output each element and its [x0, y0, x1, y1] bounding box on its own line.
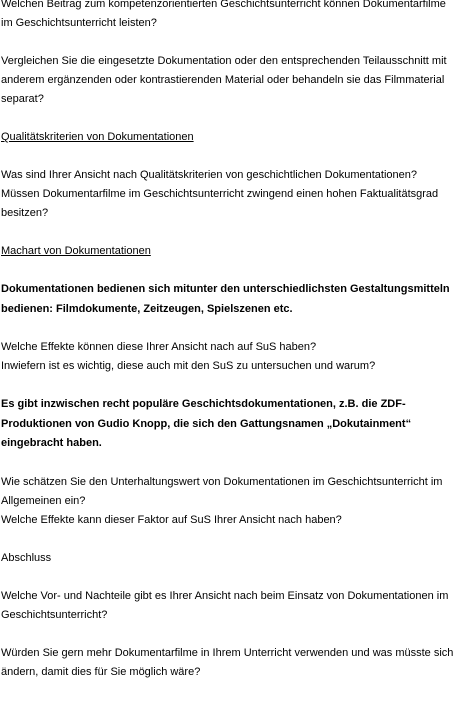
text-line: bedienen: Filmdokumente, Zeitzeugen, Spielszenen etc. — [1, 302, 293, 315]
section-label: Abschluss — [1, 551, 52, 564]
text-line: Wie schätzen Sie den Unterhaltungswert von Dokumentationen im Geschichtsunterricht im — [1, 475, 443, 488]
text-line: Vergleichen Sie die eingesetzte Dokumentation oder den entsprechenden Teilausschnitt mit — [1, 55, 447, 67]
text-line: besitzen? — [1, 207, 49, 219]
heading-abschluss — [1, 549, 451, 568]
instruction-vergleichen — [1, 52, 451, 109]
question-vor-nachteile — [1, 587, 451, 625]
section-heading: Machart von Dokumentationen — [1, 245, 151, 257]
statement-gestaltungsmittel — [1, 280, 451, 319]
heading-qualitaetskriterien — [1, 128, 451, 147]
text-line: Welchen Beitrag zum kompetenzorientierten Geschichtsunterricht können Dokumentarfilme — [1, 0, 446, 10]
heading-machart — [1, 242, 451, 261]
text-line: eingebracht haben. — [1, 437, 102, 449]
text-line: ändern, damit dies für Sie möglich wäre? — [1, 665, 201, 678]
text-line: Produktionen von Gudio Knopp, die sich den Gattungsnamen „Dokutainment“ — [1, 417, 412, 430]
question-beitrag — [1, 0, 451, 33]
text-line: separat? — [1, 93, 44, 105]
text-line: Dokumentationen bedienen sich mitunter den unterschiedlichsten Gestaltungsmitteln — [1, 283, 450, 295]
text-line: Inwiefern ist es wichtig, diese auch mit den SuS zu untersuchen und warum? — [1, 360, 376, 372]
statement-dokutainment — [1, 395, 451, 454]
text-line: Müssen Dokumentarfilme im Geschichtsunterricht zwingend einen hohen Faktualitätsgrad — [1, 188, 439, 200]
question-effekte — [1, 338, 451, 376]
question-unterhaltungswert — [1, 473, 451, 530]
text-line: Allgemeinen ein? — [1, 494, 86, 507]
text-line: Geschichtsunterricht? — [1, 608, 108, 621]
section-heading: Qualitätskriterien von Dokumentationen — [1, 131, 194, 143]
text-line: Welche Vor- und Nachteile gibt es Ihrer Ansicht nach beim Einsatz von Dokumentationen im — [1, 589, 449, 602]
question-qualitaet — [1, 166, 451, 223]
text-line: Es gibt inzwischen recht populäre Geschichtsdokumentationen, z.B. die ZDF- — [1, 398, 406, 410]
text-line: Was sind Ihrer Ansicht nach Qualitätskriterien von geschichtlichen Dokumentationen? — [1, 169, 417, 181]
text-line: Welche Effekte können diese Ihrer Ansicht nach auf SuS haben? — [1, 341, 317, 353]
text-line: im Geschichtsunterricht leisten? — [1, 17, 157, 29]
text-line: anderem ergänzenden oder kontrastierenden Material oder behandeln sie das Filmmaterial — [1, 74, 445, 86]
text-line: Welche Effekte kann dieser Faktor auf SuS Ihrer Ansicht nach haben? — [1, 513, 342, 526]
text-line: Würden Sie gern mehr Dokumentarfilme in Ihrem Unterricht verwenden und was müsste sich — [1, 646, 453, 659]
document-page — [1, 0, 451, 701]
question-mehr-dokumentarfilme — [1, 644, 451, 682]
